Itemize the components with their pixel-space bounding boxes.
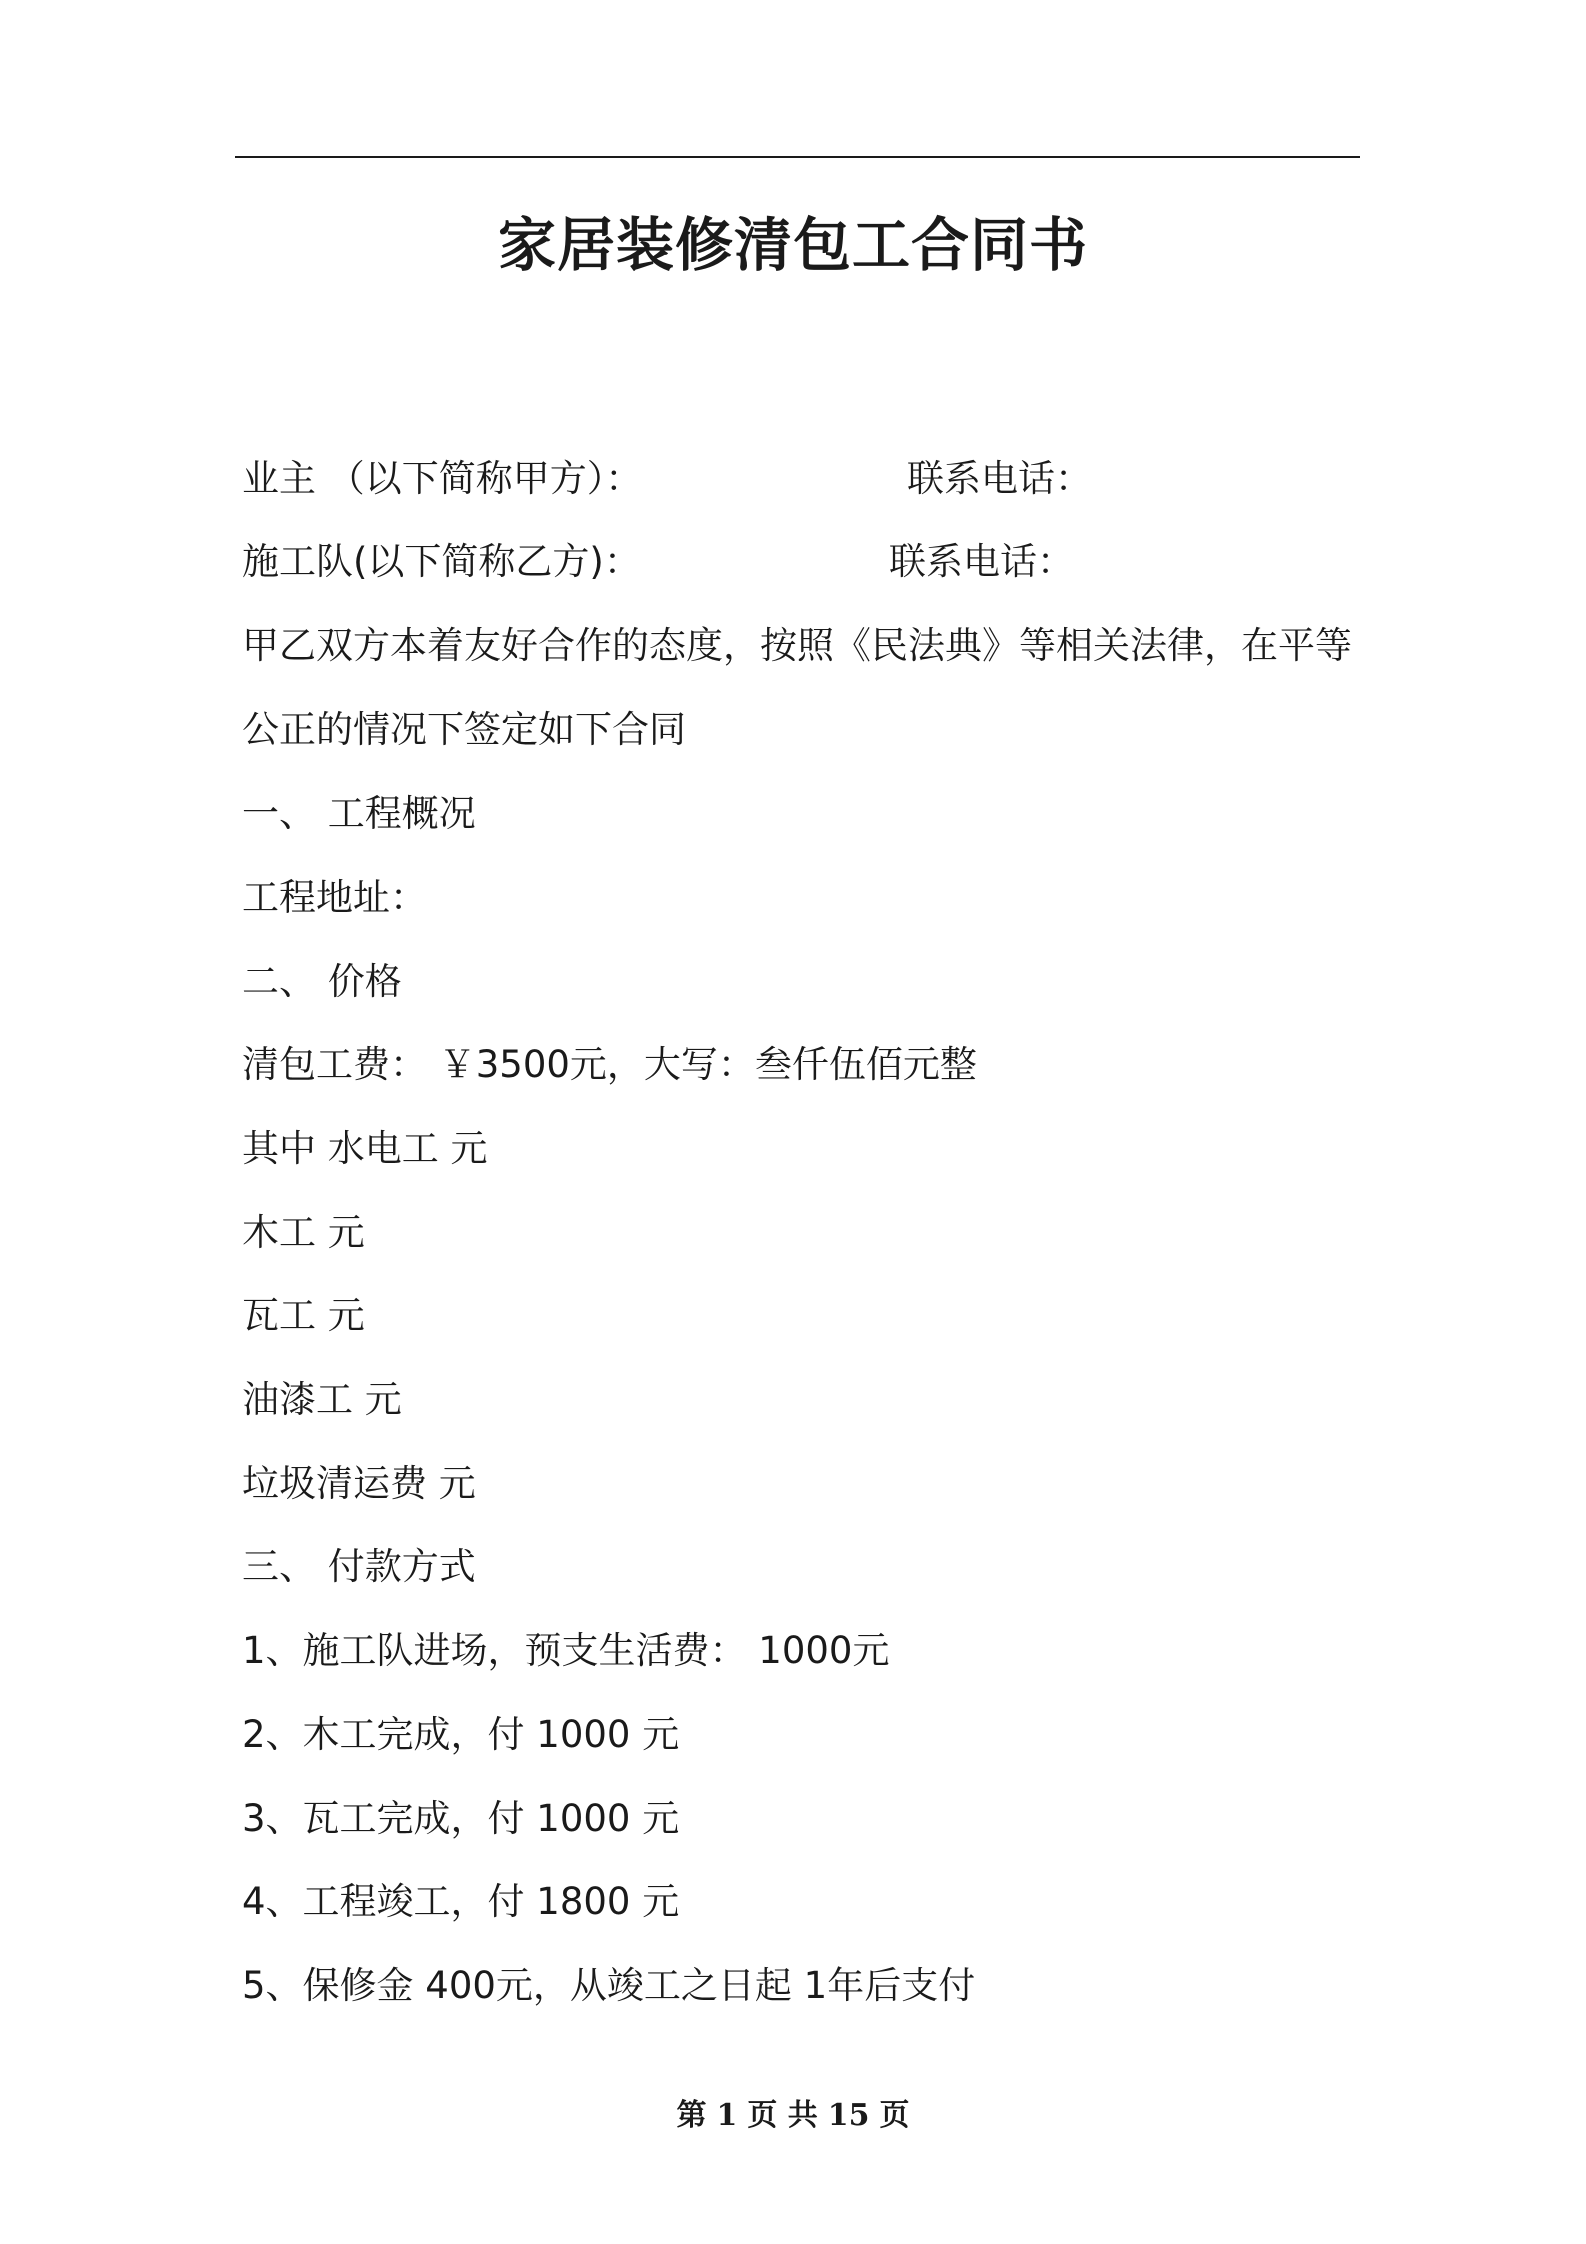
payment-item-2: 2、木工完成，付 1000 元 <box>242 1713 680 1756</box>
contractor-label: 施工队(以下简称乙方)： <box>242 540 641 583</box>
payment-item-1: 1、施工队进场，预支生活费： 1000元 <box>242 1629 890 1672</box>
footer-middle: 页 共 <box>747 2098 818 2133</box>
payment-item-4: 4、工程竣工，付 1800 元 <box>242 1880 680 1923</box>
project-address-label: 工程地址： <box>242 876 427 919</box>
labor-fee-line: 清包工费： ￥3500元，大写：叁仟伍佰元整 <box>242 1043 977 1086</box>
footer-suffix: 页 <box>879 2098 910 2133</box>
document-title: 家居装修清包工合同书 <box>497 211 1088 279</box>
intro-paragraph-line-1: 甲乙双方本着友好合作的态度，按照《民法典》等相关法律，在平等 <box>242 624 1352 667</box>
owner-label: 业主 （以下简称甲方）： <box>242 457 643 500</box>
contractor-phone-label: 联系电话： <box>889 540 1074 583</box>
intro-paragraph-line-2: 公正的情况下签定如下合同 <box>242 708 686 751</box>
price-item-carpentry: 木工 元 <box>242 1211 365 1254</box>
price-item-tiling: 瓦工 元 <box>242 1294 365 1337</box>
section-heading-overview: 一、 工程概况 <box>242 792 476 835</box>
owner-phone-label: 联系电话： <box>907 457 1092 500</box>
page-number-footer <box>0 2096 1586 2136</box>
section-heading-payment: 三、 付款方式 <box>242 1545 476 1588</box>
section-heading-price: 二、 价格 <box>242 960 402 1003</box>
footer-current-page: 1 <box>716 2098 738 2133</box>
payment-item-3: 3、瓦工完成，付 1000 元 <box>242 1797 680 1840</box>
price-item-plumbing-electrical: 其中 水电工 元 <box>242 1127 488 1170</box>
price-item-painting: 油漆工 元 <box>242 1378 402 1421</box>
footer-total-pages: 15 <box>827 2098 870 2133</box>
header-divider <box>235 156 1360 158</box>
footer-prefix: 第 <box>676 2098 707 2133</box>
payment-item-5: 5、保修金 400元，从竣工之日起 1年后支付 <box>242 1964 976 2007</box>
price-item-waste-removal: 垃圾清运费 元 <box>242 1462 476 1505</box>
